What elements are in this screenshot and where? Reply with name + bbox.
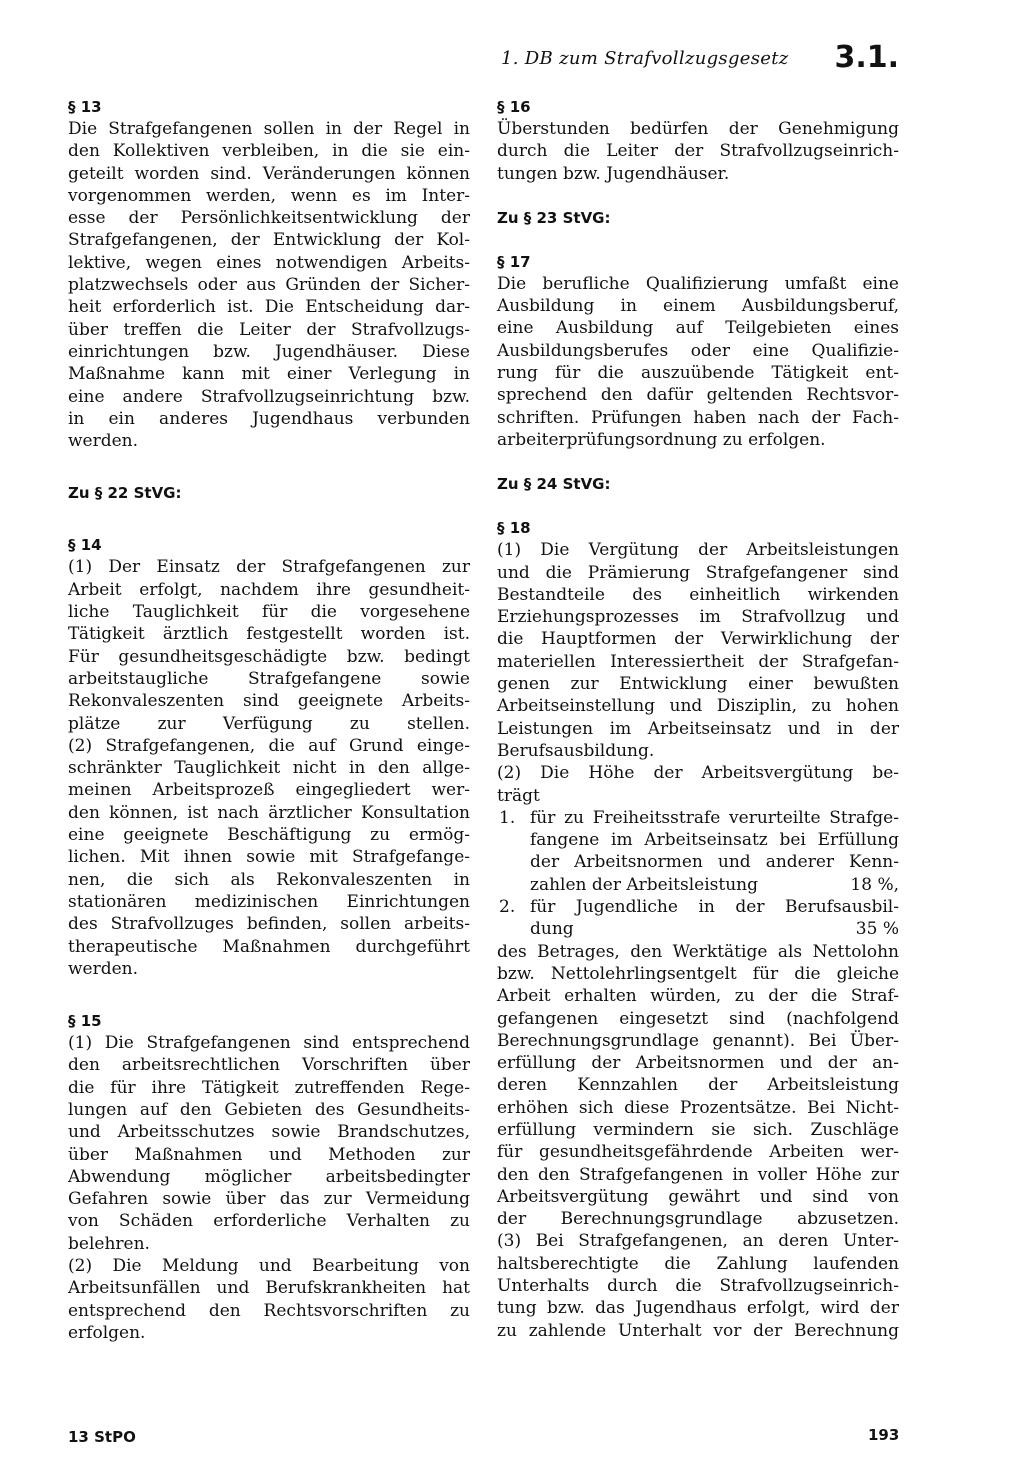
text-line: schränkter Tauglichkeit nicht in den allge- bbox=[68, 758, 470, 779]
paragraph-heading: § 17 bbox=[497, 252, 531, 271]
paragraph-heading: § 14 bbox=[68, 536, 102, 555]
text-line: belehren. bbox=[68, 1233, 150, 1254]
text-line: heit erforderlich ist. Die Entscheidung dar- bbox=[68, 297, 470, 318]
text-line: Ausbildung in einem Ausbildungsberuf, bbox=[497, 296, 899, 317]
text-line: zu zahlende Unterhalt vor der Berechnung bbox=[497, 1320, 899, 1341]
text-line: erhöhen sich diese Prozentsätze. Bei Nicht- bbox=[497, 1097, 899, 1118]
text-line: genen zur Entwicklung einer bewußten bbox=[497, 674, 899, 695]
text-line: eine andere Strafvollzugseinrichtung bzw. bbox=[68, 386, 470, 407]
text-line: Abwendung möglicher arbeitsbedingter bbox=[68, 1166, 470, 1187]
text-line: meinen Arbeitsprozeß eingegliedert wer- bbox=[68, 780, 470, 801]
text-line: des Betrages, den Werktätige als Nettolohn bbox=[497, 941, 899, 962]
text-line: nen, die sich als Rekonvaleszenten in bbox=[68, 869, 470, 890]
section-reference-23: Zu § 23 StVG: bbox=[497, 208, 611, 227]
percentage-value: 35 % bbox=[855, 919, 899, 940]
text-line: eine Ausbildung auf Teilgebieten eines bbox=[497, 318, 899, 339]
paragraph-heading: § 16 bbox=[497, 98, 531, 116]
text-line: für gesundheitsgefährdende Arbeiten wer- bbox=[497, 1142, 899, 1163]
paragraph-16 bbox=[497, 96, 899, 185]
text-line: rung für die auszuübende Tätigkeit ent- bbox=[497, 363, 899, 384]
text-line: Maßnahme kann mit einer Verlegung in bbox=[68, 364, 470, 385]
text-line: Tätigkeit ärztlich festgestellt worden ist. bbox=[68, 624, 470, 645]
text-line: Ausbildungsberufes oder eine Qualifizie- bbox=[497, 340, 899, 361]
text-line: einrichtungen bzw. Jugendhäuser. Diese bbox=[68, 341, 470, 362]
text-line: in ein anderes Jugendhaus verbunden bbox=[68, 408, 470, 429]
text-line: Die berufliche Qualifizierung umfaßt eine bbox=[497, 273, 899, 294]
list-item-1 bbox=[497, 807, 899, 896]
right-column bbox=[497, 96, 899, 1342]
text-line: (2) Strafgefangenen, die auf Grund einge- bbox=[68, 735, 470, 756]
text-line: über treffen die Leiter der Strafvollzugs- bbox=[68, 319, 470, 340]
text-line: Arbeitsvergütung gewährt und sind von bbox=[497, 1186, 899, 1207]
page-number: 193 bbox=[868, 1426, 900, 1444]
text-line: Arbeit erhalten würden, zu der die Straf- bbox=[497, 986, 899, 1007]
text-line: stationären medizinischen Einrichtungen bbox=[68, 891, 470, 912]
text-line: Unterhalts durch die Strafvollzugseinrich- bbox=[497, 1276, 899, 1297]
text-line: Bestandteile des einheitlich wirkenden bbox=[497, 584, 899, 605]
text-line: Für gesundheitsgeschädigte bzw. bedingt bbox=[68, 646, 470, 667]
text-line: Strafgefangenen, der Entwicklung der Kol- bbox=[68, 230, 470, 251]
text-line: tung bzw. das Jugendhaus erfolgt, wird der bbox=[497, 1298, 899, 1319]
text-line: fangene im Arbeitseinsatz bei Erfüllung bbox=[530, 830, 899, 851]
printer-signature: 13 StPO bbox=[68, 1428, 136, 1446]
page-header bbox=[497, 40, 899, 84]
text-line: deren Kennzahlen der Arbeitsleistung bbox=[497, 1075, 899, 1096]
text-line: Gefahren sowie über das zur Vermeidung bbox=[68, 1189, 470, 1210]
text-line: lektive, wegen eines notwendigen Arbeits- bbox=[68, 252, 470, 273]
section-number: 3.1. bbox=[834, 40, 899, 75]
text-line: therapeutische Maßnahmen durchgeführt bbox=[68, 936, 470, 957]
text-line: (2) Die Meldung und Bearbeitung von bbox=[68, 1256, 470, 1277]
text-line: und Arbeitsschutzes sowie Brandschutzes, bbox=[68, 1122, 470, 1143]
paragraph-17 bbox=[497, 251, 899, 451]
paragraph-18 bbox=[497, 517, 899, 1342]
text-line: Berechnungsgrundlage genannt). Bei Über- bbox=[497, 1030, 899, 1051]
text-line: sprechend den dafür geltenden Rechtsvor- bbox=[497, 385, 899, 406]
text-line: den arbeitsrechtlichen Vorschriften über bbox=[68, 1055, 470, 1076]
text-line: und die Prämierung Strafgefangener sind bbox=[497, 562, 899, 583]
section-reference-22: Zu § 22 StVG: bbox=[68, 484, 182, 503]
text-line: (1) Die Vergütung der Arbeitsleistungen bbox=[497, 540, 899, 561]
text-line: plätze zur Verfügung zu stellen. bbox=[68, 713, 470, 734]
text-line: erfüllung der Arbeitsnormen und der an- bbox=[497, 1053, 899, 1074]
text-line: werden. bbox=[68, 958, 139, 979]
text-line: den den Strafgefangenen in voller Höhe zur bbox=[497, 1164, 899, 1185]
text-line: lichen. Mit ihnen sowie mit Strafgefange- bbox=[68, 847, 470, 868]
text-line: die Hauptformen der Verwirklichung der bbox=[497, 629, 899, 650]
paragraph-heading: § 18 bbox=[497, 519, 531, 538]
text-line: Leistungen im Arbeitseinsatz und in der bbox=[497, 718, 899, 739]
text-line: durch die Leiter der Strafvollzugseinrich- bbox=[497, 141, 899, 162]
text-line: arbeitstaugliche Strafgefangene sowie bbox=[68, 668, 470, 689]
text-line: (2) Die Höhe der Arbeitsvergütung be- bbox=[497, 763, 899, 784]
text-line: (1) Die Strafgefangenen sind entsprechend bbox=[68, 1033, 470, 1054]
running-title: 1. DB zum Strafvollzugsgesetz bbox=[501, 48, 789, 69]
text-line: erfüllung vermindern sie sich. Zuschläge bbox=[497, 1119, 899, 1140]
text-line: liche Tauglichkeit für die vorgesehene bbox=[68, 602, 470, 623]
text-line: der Arbeitsnormen und anderer Kenn- bbox=[530, 852, 899, 873]
paragraph-14 bbox=[68, 534, 470, 980]
list-number: 2. bbox=[499, 897, 516, 918]
text-line: die für ihre Tätigkeit zutreffenden Rege- bbox=[68, 1077, 470, 1098]
text-line: esse der Persönlichkeitsentwicklung der bbox=[68, 208, 470, 229]
text-line: gefangenen eingesetzt sind (nachfolgend bbox=[497, 1008, 899, 1029]
text-line: 2. für Jugendliche in der Berufsausbil- bbox=[499, 897, 899, 918]
text-line: des Strafvollzuges befinden, sollen arbeits- bbox=[68, 914, 470, 935]
paragraph-heading: § 15 bbox=[68, 1012, 102, 1031]
text-line: schriften. Prüfungen haben nach der Fach- bbox=[497, 407, 899, 428]
text-line: trägt bbox=[497, 785, 540, 806]
text-line: erfolgen. bbox=[68, 1322, 146, 1343]
text-line: arbeiterprüfungsordnung zu erfolgen. bbox=[497, 429, 826, 450]
text-line: 1. für zu Freiheitsstrafe verurteilte Strafge- bbox=[499, 807, 899, 828]
text-line: haltsberechtigte die Zahlung laufenden bbox=[497, 1253, 899, 1274]
text-line: von Schäden erforderliche Verhalten zu bbox=[68, 1211, 470, 1232]
left-column bbox=[68, 96, 470, 1344]
paragraph-heading: § 13 bbox=[68, 98, 102, 116]
text-line: platzwechsels oder aus Gründen der Sicher- bbox=[68, 275, 470, 296]
text-line: Rekonvaleszenten sind geeignete Arbeits- bbox=[68, 691, 470, 712]
text-line: materiellen Interessiertheit der Strafgefan- bbox=[497, 651, 899, 672]
list-item-2 bbox=[497, 896, 899, 941]
text-line: den Kollektiven verbleiben, in die sie ein- bbox=[68, 141, 470, 162]
text-line: Die Strafgefangenen sollen in der Regel in bbox=[68, 119, 470, 139]
text-line: entsprechend den Rechtsvorschriften zu bbox=[68, 1300, 470, 1321]
text-line: (3) Bei Strafgefangenen, an deren Unter- bbox=[497, 1231, 899, 1252]
section-reference-24: Zu § 24 StVG: bbox=[497, 475, 611, 494]
text-line: Arbeit erfolgt, nachdem ihre gesundheit- bbox=[68, 579, 470, 600]
percentage-value: 18 %, bbox=[850, 874, 899, 895]
text-line: tungen bzw. Jugendhäuser. bbox=[497, 163, 730, 184]
text-line: Arbeitsunfällen und Berufskrankheiten hat bbox=[68, 1278, 470, 1299]
text-line: lungen auf den Gebieten des Gesundheits- bbox=[68, 1099, 470, 1120]
text-line: geteilt worden sind. Veränderungen können bbox=[68, 163, 470, 184]
text-line: eine geeignete Beschäftigung zu ermög- bbox=[68, 825, 470, 846]
text-line: den können, ist nach ärztlicher Konsultation bbox=[68, 802, 470, 823]
text-line: Arbeitseinstellung und Disziplin, zu hohen bbox=[497, 696, 899, 717]
list-number: 1. bbox=[499, 807, 516, 828]
text-line: über Maßnahmen und Methoden zur bbox=[68, 1144, 470, 1165]
text-line: zahlen der Arbeitsleistung 18 %, bbox=[530, 874, 899, 895]
text-line: werden. bbox=[68, 431, 139, 452]
text-line: Berufsausbildung. bbox=[497, 740, 655, 761]
text-line: der Berechnungsgrundlage abzusetzen. bbox=[497, 1209, 899, 1230]
paragraph-13 bbox=[68, 96, 470, 452]
text-line: (1) Der Einsatz der Strafgefangenen zur bbox=[68, 557, 470, 578]
text-line: vorgenommen werden, wenn es im Inter- bbox=[68, 185, 470, 206]
text-line: Erziehungsprozesses im Strafvollzug und bbox=[497, 607, 899, 628]
text-line: Überstunden bedürfen der Genehmigung bbox=[497, 119, 899, 139]
text-line: bzw. Nettolehrlingsentgelt für die gleiche bbox=[497, 963, 899, 984]
paragraph-15 bbox=[68, 1010, 470, 1344]
text-line: dung 35 % bbox=[530, 919, 899, 940]
